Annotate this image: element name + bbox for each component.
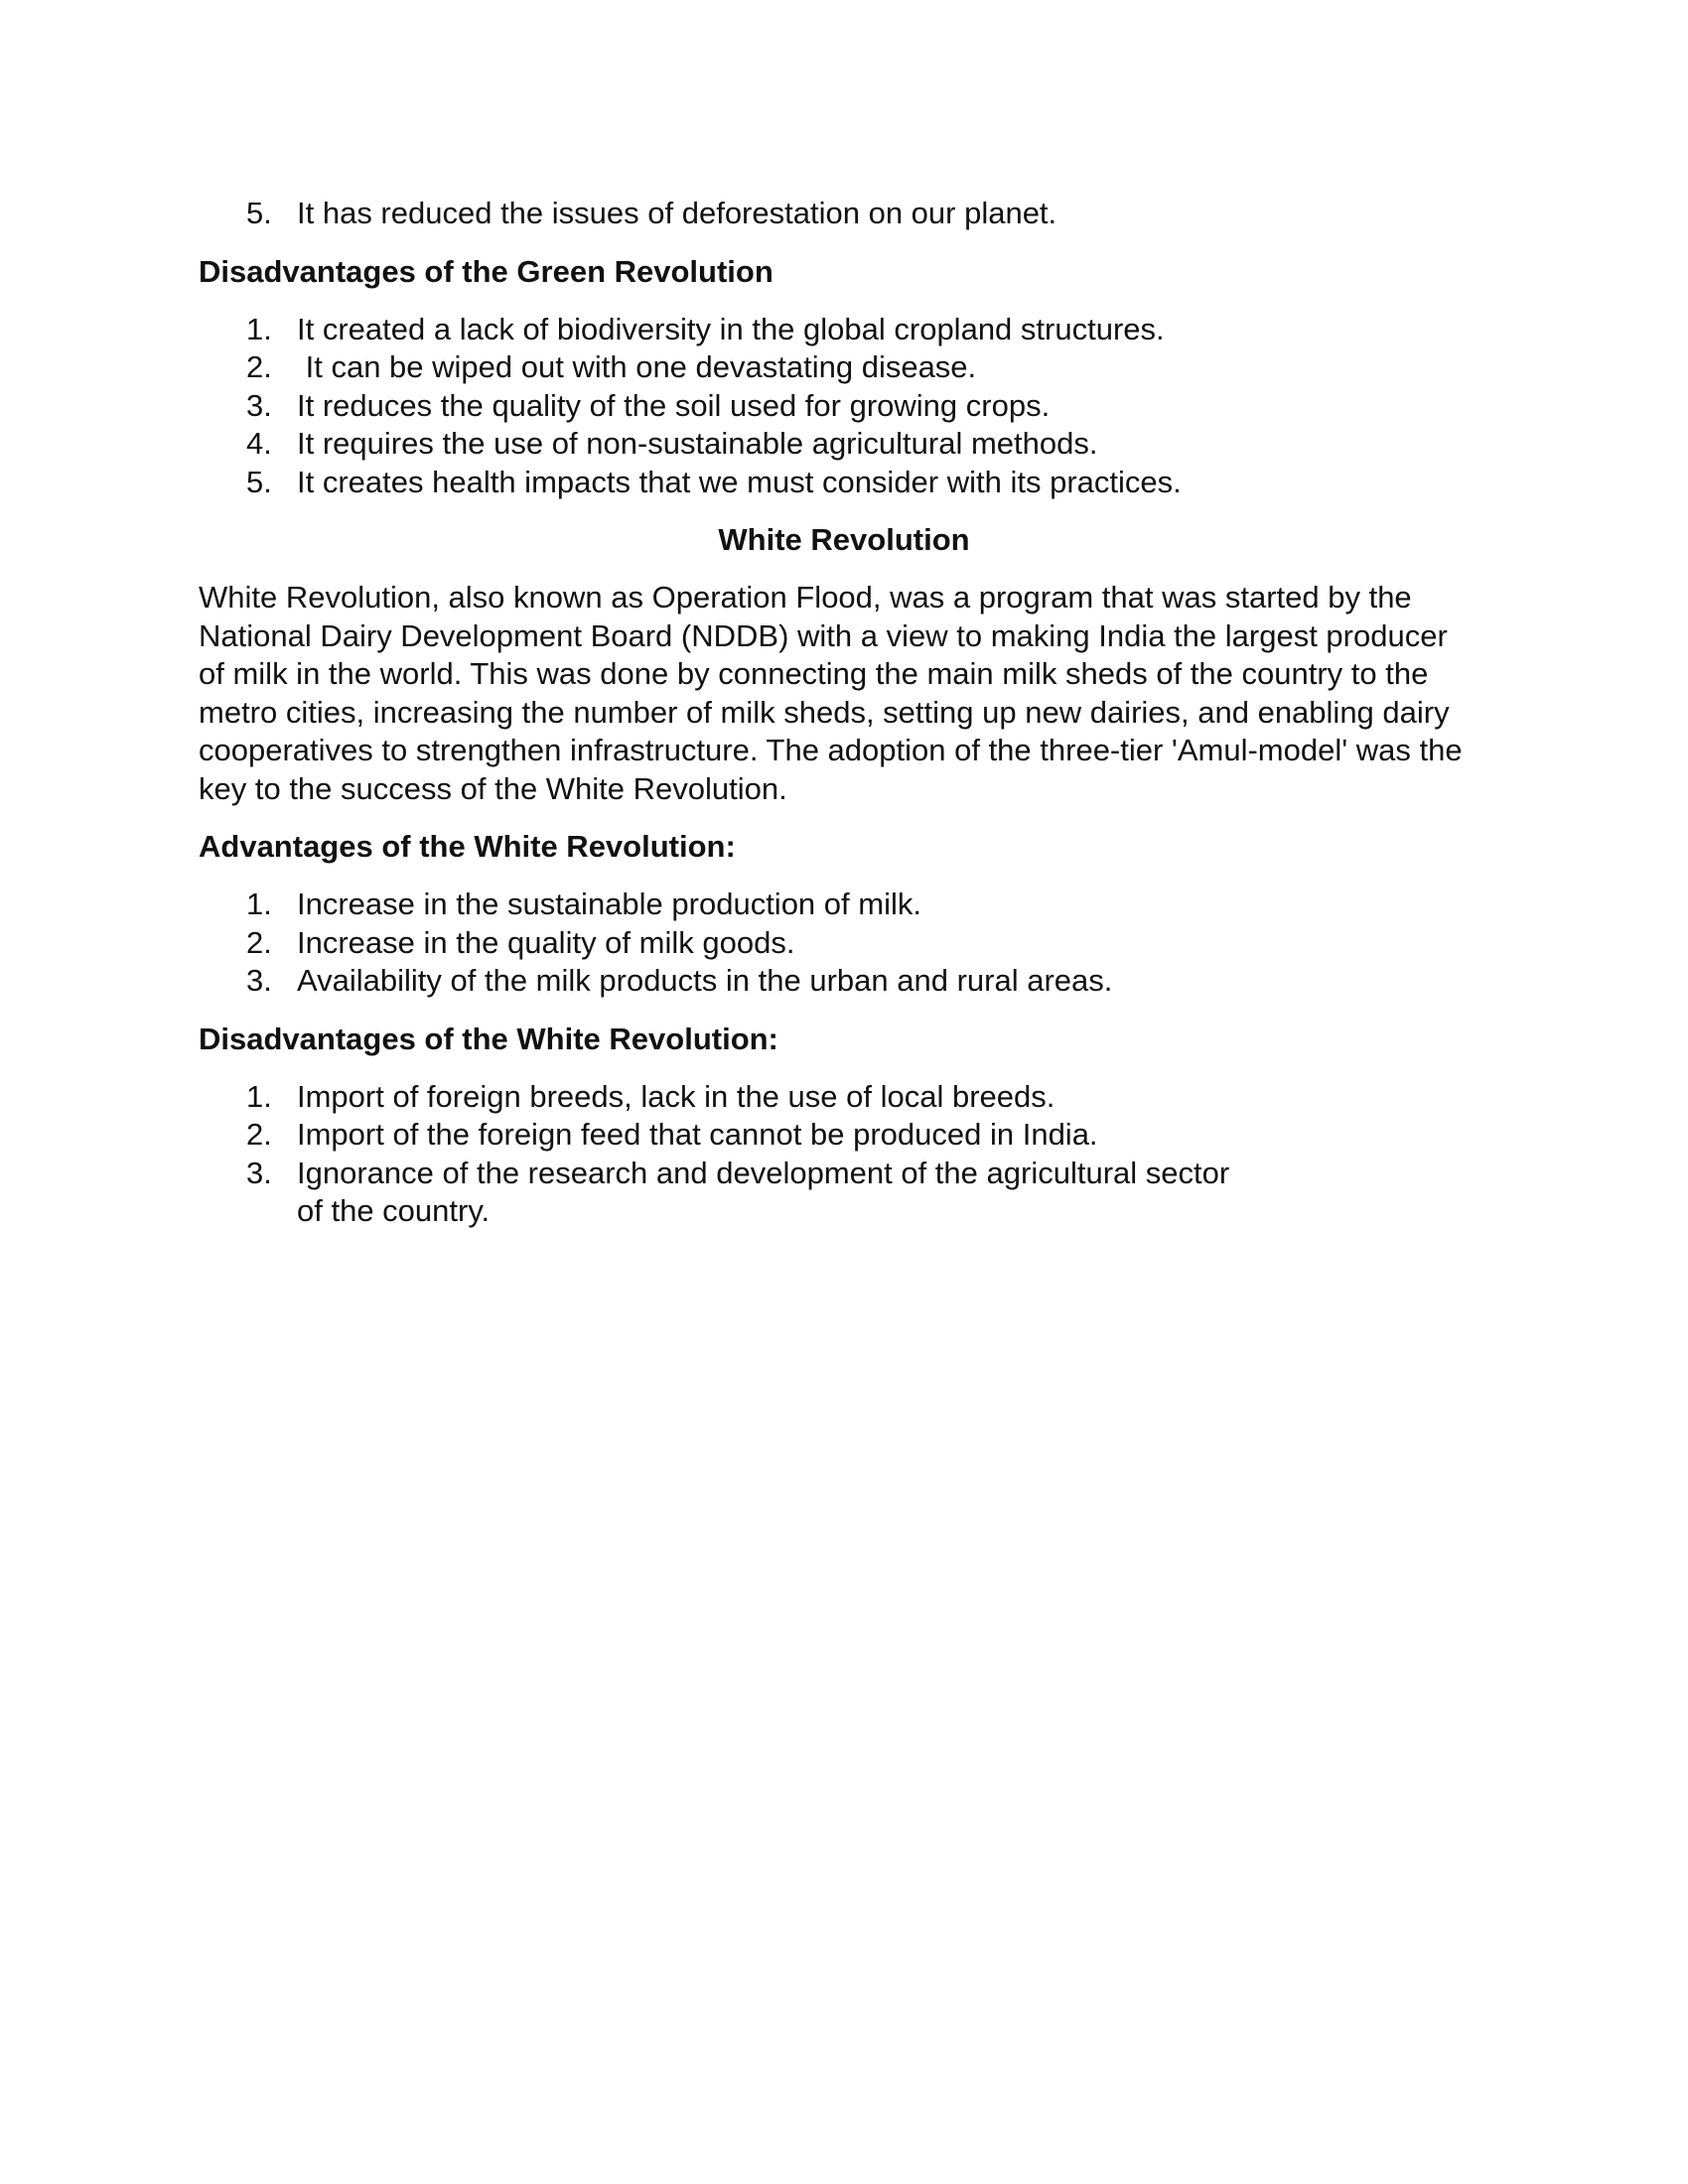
green-disadvantages-list <box>199 311 1489 502</box>
list-item-number: 5. <box>246 464 272 499</box>
list-item-number: 3. <box>246 387 272 423</box>
list-item-text: Increase in the quality of milk goods. <box>297 924 795 960</box>
list-item <box>199 311 1489 349</box>
list-item-text: It has reduced the issues of deforestation on our planet. <box>297 196 1057 230</box>
list-item <box>199 387 1489 426</box>
list-item-text: Import of foreign breeds, lack in the use of local breeds. <box>297 1078 1055 1114</box>
list-item <box>199 425 1489 464</box>
list-item-text: It created a lack of biodiversity in the global cropland structures. <box>297 311 1165 346</box>
document-page <box>199 195 1489 1231</box>
list-item-number: 3. <box>246 1155 272 1190</box>
list-item-number: 3. <box>246 963 272 998</box>
list-item <box>199 962 1489 1001</box>
list-item-text: Import of the foreign feed that cannot be produced in India. <box>297 1117 1098 1152</box>
list-item <box>199 924 1489 963</box>
list-item <box>199 464 1489 502</box>
white-revolution-paragraph: White Revolution, also known as Operation Flood, was a program that was started by the National Dairy Development Board (NDDB) with a view to making India the largest producer of milk in the world. This was done by connecting the main milk sheds of the country to the metro cities, increasing the number of milk sheds, setting up new dairies, and enabling dairy cooperatives to strengthen infrastructure. The adoption of the three-tier 'Amul-model' was the key to the success of the White Revolution. <box>199 580 1463 806</box>
list-item-number: 1. <box>246 887 272 921</box>
list-item-text: It reduces the quality of the soil used for growing crops. <box>297 387 1051 423</box>
list-item <box>199 195 1489 233</box>
list-item-text: Ignorance of the research and development of the agricultural sector of the country. <box>297 1155 1230 1228</box>
list-item-text: It can be wiped out with one devastating disease. <box>297 349 977 384</box>
list-item-number: 1. <box>246 311 272 346</box>
list-item <box>199 1155 1489 1231</box>
list-item <box>199 1078 1489 1117</box>
list-item-number: 2. <box>246 349 272 384</box>
list-item-number: 2. <box>246 1117 272 1152</box>
list-item-text: Increase in the sustainable production of milk. <box>297 887 921 921</box>
white-disadvantages-heading: Disadvantages of the White Revolution: <box>199 1021 778 1056</box>
list-item-number: 4. <box>246 426 272 461</box>
list-item-number: 5. <box>246 196 272 230</box>
list-item <box>199 348 1489 387</box>
list-item-text: Availability of the milk products in the urban and rural areas. <box>297 963 1113 998</box>
white-disadvantages-list <box>199 1078 1489 1231</box>
white-revolution-title: White Revolution <box>718 522 970 557</box>
list-item-text: It requires the use of non-sustainable agricultural methods. <box>297 426 1098 461</box>
list-item-number: 2. <box>246 924 272 960</box>
list-item-number: 1. <box>246 1078 272 1114</box>
list-item <box>199 886 1489 924</box>
green-advantages-tail-list <box>199 195 1489 233</box>
green-disadvantages-heading: Disadvantages of the Green Revolution <box>199 253 774 289</box>
white-advantages-heading: Advantages of the White Revolution: <box>199 829 736 864</box>
white-advantages-list <box>199 886 1489 1001</box>
list-item <box>199 1116 1489 1155</box>
list-item-text: It creates health impacts that we must consider with its practices. <box>297 464 1182 499</box>
